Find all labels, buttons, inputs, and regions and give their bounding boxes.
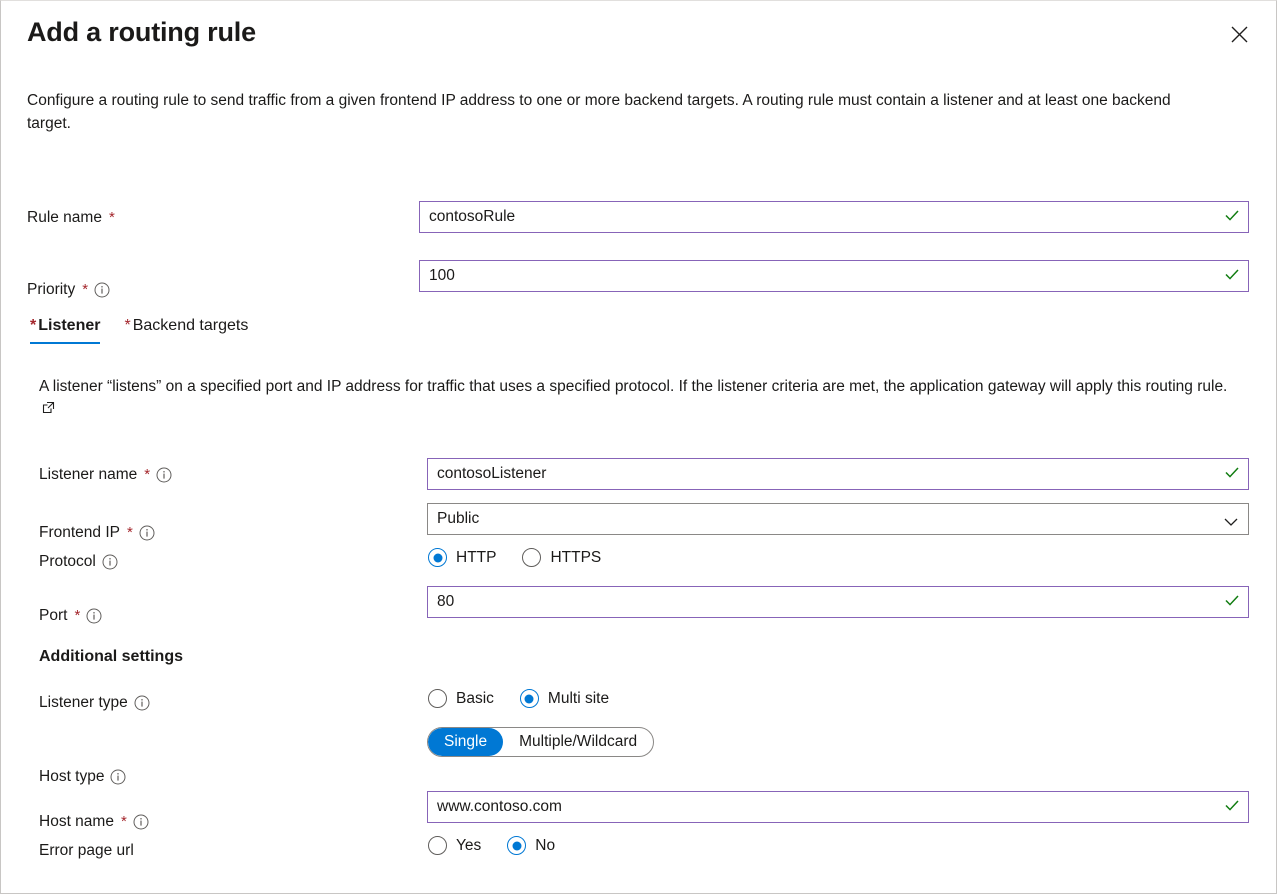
error-page-url-option-yes-label: Yes [456, 836, 482, 854]
error-page-url-label-text: Error page url [39, 842, 134, 859]
info-icon[interactable] [133, 814, 149, 830]
listener-type-option-multisite[interactable] [520, 689, 609, 708]
port-label [39, 605, 102, 627]
error-page-url-option-no[interactable] [507, 836, 555, 855]
listener-type-radio-group [428, 689, 609, 708]
frontend-ip-label [39, 522, 155, 544]
error-page-url-radio-group [428, 836, 555, 855]
error-page-url-option-yes[interactable] [428, 836, 481, 855]
priority-label-text: Priority [27, 281, 76, 298]
rule-name-input[interactable] [419, 201, 1249, 233]
listener-name-input[interactable] [427, 458, 1249, 490]
info-icon[interactable] [156, 467, 172, 483]
valid-check-icon [1225, 269, 1239, 283]
tab-list [30, 317, 248, 344]
listener-description [39, 375, 1234, 421]
radio-icon [522, 548, 541, 567]
host-type-option-multiple-wildcard[interactable]: Multiple/Wildcard [519, 733, 638, 750]
close-icon[interactable] [1224, 19, 1254, 49]
protocol-option-http[interactable] [428, 548, 496, 567]
radio-icon [507, 836, 526, 855]
radio-icon [428, 548, 447, 567]
priority-label [27, 279, 110, 301]
frontend-ip-value: Public [437, 510, 480, 527]
rule-name-value: contosoRule [429, 208, 516, 225]
chevron-down-icon [1224, 514, 1238, 524]
host-name-value: www.contoso.com [437, 798, 562, 815]
intro-text: Configure a routing rule to send traffic from a given frontend IP address to one or more backend targets. A routing rule must contain a listener and at least one backend target. [27, 92, 1171, 132]
port-value: 80 [437, 593, 455, 610]
rule-name-label [27, 207, 115, 229]
radio-icon [428, 836, 447, 855]
required-marker: * [108, 209, 115, 226]
host-name-input[interactable] [427, 791, 1249, 823]
required-marker: * [127, 524, 133, 541]
info-icon[interactable] [86, 608, 102, 624]
info-icon[interactable] [94, 282, 110, 298]
protocol-radio-group [428, 548, 601, 567]
listener-name-value: contosoListener [437, 465, 547, 482]
listener-type-option-basic[interactable] [428, 689, 494, 708]
host-name-label [39, 811, 149, 833]
info-icon[interactable] [134, 695, 150, 711]
port-label-text: Port [39, 607, 68, 624]
protocol-option-http-label: HTTP [456, 548, 497, 566]
host-type-label [39, 766, 126, 788]
tab-listener-required: * [30, 317, 37, 334]
external-link-icon[interactable] [42, 398, 55, 411]
host-type-option-single[interactable]: Single [428, 728, 503, 756]
valid-check-icon [1225, 210, 1239, 224]
frontend-ip-label-text: Frontend IP [39, 524, 120, 541]
listener-type-option-basic-label: Basic [456, 689, 494, 707]
info-icon[interactable] [110, 769, 126, 785]
host-type-toggle [427, 727, 654, 757]
tab-listener[interactable] [30, 317, 100, 344]
tab-listener-label: Listener [38, 317, 101, 334]
protocol-option-https[interactable] [522, 548, 601, 567]
frontend-ip-dropdown[interactable] [427, 503, 1249, 535]
page-title: Add a routing rule [27, 17, 256, 47]
required-marker: * [120, 813, 127, 830]
valid-check-icon [1225, 800, 1239, 814]
required-marker: * [74, 607, 81, 624]
additional-settings-heading: Additional settings [39, 648, 183, 665]
valid-check-icon [1225, 467, 1239, 481]
error-page-url-label [39, 840, 134, 862]
priority-value: 100 [429, 267, 455, 284]
listener-name-label [39, 464, 172, 486]
host-name-label-text: Host name [39, 813, 114, 830]
listener-description-text: A listener “listens” on a specified port and IP address for traffic that uses a specified protocol. If the listener criteria are met, the application gateway will apply this routing rule. [39, 378, 1228, 395]
required-marker: * [82, 281, 89, 298]
priority-input[interactable] [419, 260, 1249, 292]
listener-type-label-text: Listener type [39, 694, 128, 711]
required-marker: * [144, 466, 151, 483]
protocol-label-text: Protocol [39, 553, 96, 570]
tab-backend-label: Backend targets [132, 317, 249, 334]
radio-icon [428, 689, 447, 708]
port-input[interactable] [427, 586, 1249, 618]
valid-check-icon [1225, 595, 1239, 609]
tab-backend-targets[interactable] [124, 317, 248, 344]
tab-backend-required: * [124, 317, 131, 334]
info-icon[interactable] [102, 554, 118, 570]
radio-icon [520, 689, 539, 708]
panel-header [1, 1, 1276, 49]
info-icon[interactable] [139, 525, 155, 541]
listener-name-label-text: Listener name [39, 466, 138, 483]
listener-type-option-multisite-label: Multi site [547, 689, 610, 707]
protocol-option-https-label: HTTPS [550, 548, 602, 566]
host-type-label-text: Host type [39, 768, 105, 785]
listener-type-label [39, 692, 150, 714]
error-page-url-option-no-label: No [535, 836, 556, 854]
protocol-label [39, 551, 118, 573]
rule-name-label-text: Rule name [27, 209, 102, 226]
